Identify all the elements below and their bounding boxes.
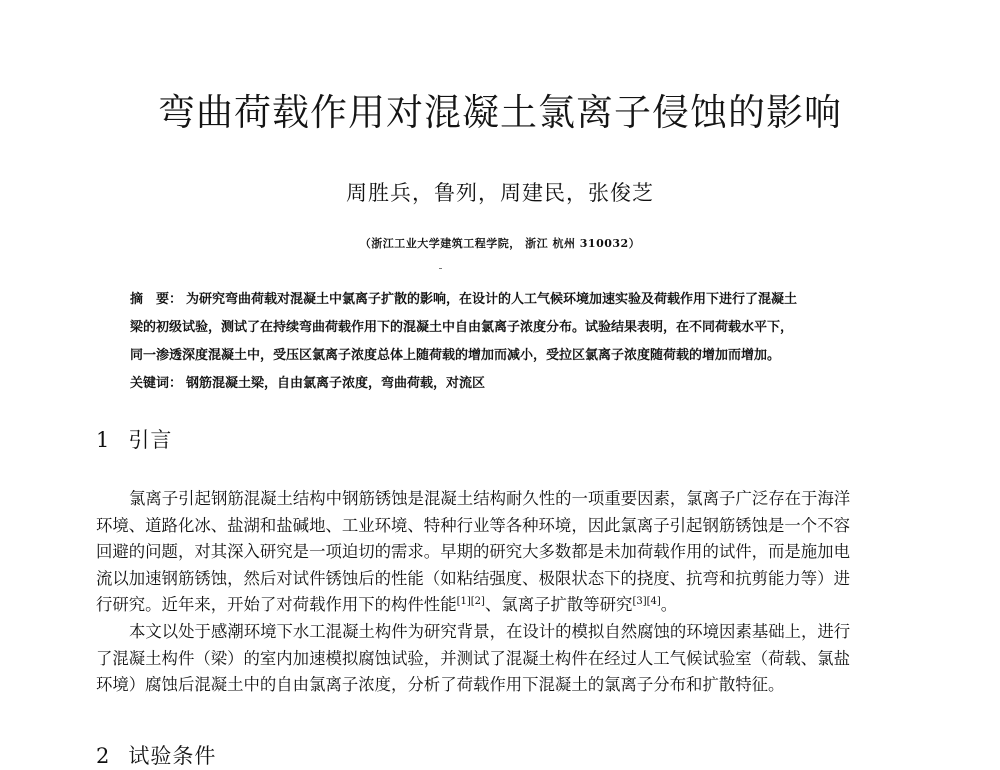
section-number: 2 (96, 744, 111, 768)
body-text-segment: 行研究。近年来，开始了对荷载作用下的构件性能 (96, 595, 457, 615)
body-text (96, 486, 916, 699)
section-title: 试验条件 (128, 744, 217, 768)
abstract-line (130, 286, 920, 314)
abstract-line: 梁的初级试验，测试了在持续弯曲荷载作用下的混凝土中自由氯离子浓度分布。试验结果表明，在不同荷载水平下， (130, 320, 794, 335)
abstract-text: 为研究弯曲荷载对混凝土中氯离子扩散的影响，在设计的人工气候环境加速实验及荷载作用下进行了混凝土 (186, 292, 798, 307)
affiliation: （浙江工业大学建筑工程学院， 浙江 杭州 310032） (359, 237, 641, 250)
keywords-label: 关键词： (130, 376, 183, 391)
body-line: 环境）腐蚀后混凝土中的自由氯离子浓度，分析了荷载作用下混凝土的氯离子分布和扩散特征。 (96, 675, 785, 695)
body-text-segment: 、氯离子扩散等研究 (484, 595, 633, 615)
section-title: 引言 (128, 428, 173, 452)
citation-ref: [3][4] (632, 596, 661, 608)
body-line: 流以加速钢筋锈蚀，然后对试件锈蚀后的性能（如粘结强度、极限状态下的挠度、抗弯和抗剪能力等）进 (96, 568, 850, 588)
citation-ref: [1][2] (456, 596, 485, 608)
abstract-block (130, 286, 920, 398)
body-line (96, 592, 916, 619)
section-heading-intro (96, 424, 172, 454)
author-list: 周胜兵，鲁列，周建民，张俊芝 (346, 181, 654, 205)
abstract-line: 同一渗透深度混凝土中，受压区氯离子浓度总体上随荷载的增加而减小，受拉区氯离子浓度随荷载的增加而增加。 (130, 348, 781, 363)
section-heading-conditions (96, 740, 216, 770)
paper-title: 弯曲荷载作用对混凝土氯离子侵蚀的影响 (158, 91, 842, 134)
body-text-segment: 。 (660, 595, 678, 615)
separator-mark (439, 268, 442, 269)
body-line: 环境、道路化冰、盐湖和盐碱地、工业环境、特种行业等各种环境，因此氯离子引起钢筋锈蚀是一个不容 (96, 515, 850, 535)
keywords-line (130, 370, 920, 398)
body-line: 氯离子引起钢筋混凝土结构中钢筋锈蚀是混凝土结构耐久性的一项重要因素，氯离子广泛存在于海洋 (129, 489, 851, 508)
abstract-label: 摘 要： (130, 292, 183, 307)
keywords-text: 钢筋混凝土梁，自由氯离子浓度，弯曲荷载，对流区 (186, 376, 486, 391)
body-line: 了混凝土构件（梁）的室内加速模拟腐蚀试验，并测试了混凝土构件在经过人工气候试验室（荷载、氯盐 (96, 648, 850, 668)
body-line: 本文以处于感潮环境下水工混凝土构件为研究背景，在设计的模拟自然腐蚀的环境因素基础上，进行 (129, 621, 851, 641)
section-number: 1 (96, 428, 111, 452)
body-line: 回避的问题，对其深入研究是一项迫切的需求。早期的研究大多数都是未加荷载作用的试件，而是施加电 (96, 542, 850, 562)
